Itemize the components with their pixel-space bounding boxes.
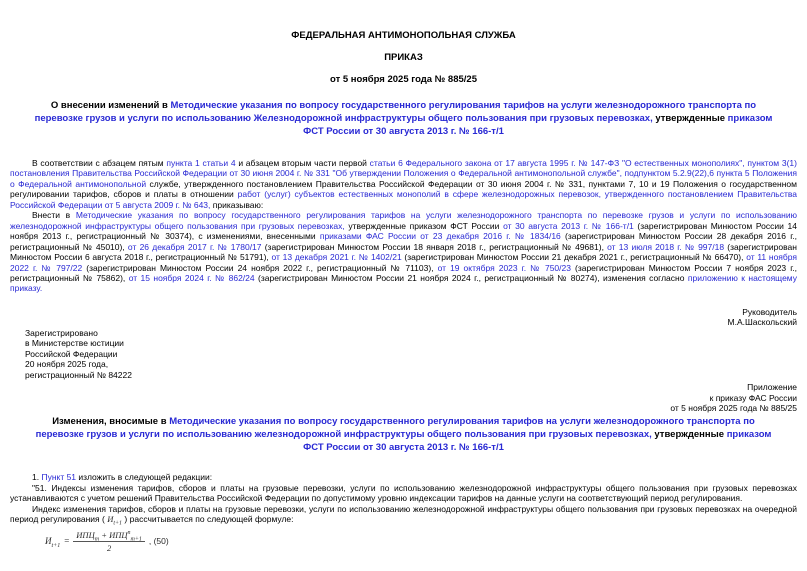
doc-link[interactable]: Методические указания по вопросу государственного регулирования тарифов на услуги железнодорожного транспорта по перевозке грузов и услуги по использованию железнодорожной инфраструктуры общего пользования при грузовых перевозках, bbox=[10, 210, 797, 231]
clause-51-paragraph bbox=[10, 483, 797, 504]
text-run: службе, утвержденного постановлением Правительства Российской Федерации от 30 июня 2004 г. № 331, пунктами 7, 10 и 19 Положения о государственном регулировании тарифов, сборов и платы в отношении bbox=[10, 178, 797, 200]
doc-link[interactable]: пункта 1 статьи 4 bbox=[166, 158, 236, 168]
doc-link[interactable]: от 30 августа 2013 г. № 166-т/1 bbox=[503, 220, 634, 231]
text-run: "51. Индексы изменения тарифов, сборов и платы на грузовые перевозки, услуги по использованию железнодорожной инфраструктуры общего пользования при грузовых перевозках устанавливаются с учетом решений Правительства Российской Федерации по допустимому уровню индексации тарифов на данные услуги на соответствующий период регулирования. bbox=[10, 482, 797, 504]
text-run: И bbox=[107, 514, 114, 525]
appendix-ref-line: Приложение bbox=[747, 382, 797, 393]
cpi-term-2: ИПЦ bbox=[109, 529, 128, 540]
cpi-term-1-subscript: т bbox=[94, 536, 100, 543]
amendment-paragraph bbox=[10, 210, 797, 294]
doc-link[interactable]: Методические указания по вопросу государственного регулирования тарифов на услуги железнодорожного транспорта по перевозке грузов и услуги по использованию Железнодорожной инфраструктуры общего пользования при грузовых перевозках, bbox=[34, 100, 757, 124]
text-run: В соответствии с абзацем пятым bbox=[32, 158, 167, 168]
doc-date-number: от 5 ноября 2025 года № 885/25 bbox=[330, 74, 477, 85]
text-run: изложить в следующей редакции: bbox=[76, 472, 213, 483]
doc-link[interactable]: Пункт 51 bbox=[41, 472, 77, 483]
text-run: (зарегистрирован Минюстом России 28 декабря 2016 г., регистрационный № 45010), bbox=[10, 231, 797, 252]
doc-link[interactable]: от 13 декабря 2021 г. № 1402/21 bbox=[271, 252, 402, 263]
registration-line: 20 ноября 2025 года, bbox=[25, 359, 109, 370]
doc-link[interactable]: от 11 ноября 2022 г. № 797/22 bbox=[10, 252, 798, 273]
text-run: (зарегистрирован Минюстом России 24 ноября 2022 г., регистрационный № 71103), bbox=[82, 262, 438, 273]
appendix-title bbox=[30, 415, 777, 454]
text-run: О внесении изменений в bbox=[50, 100, 171, 111]
doc-link[interactable]: статьи 6 Федерального закона от 17 августа 1995 г. № 147-ФЗ "О естественных монополиях", пунктом 3(1) постановления Правительства Российской Федерации от 30 июня 2004 г. № 331 "Об утверждении Положения о Федеральной антимонопольной службе", подпунктом 5.2.9(22),6 пункта 5 Положения о Федеральной антимонопольной bbox=[10, 158, 797, 189]
formula-50 bbox=[45, 530, 797, 553]
formula-number: , (50) bbox=[148, 536, 169, 547]
text-run: 1. bbox=[32, 472, 42, 483]
text-run: (зарегистрирован Минюстом России 6 августа 2018 г., регистрационный № 51791), bbox=[10, 241, 797, 263]
text-run: утвержденные bbox=[651, 429, 727, 441]
text-run: t+1 bbox=[113, 520, 123, 527]
doc-type: ПРИКАЗ bbox=[384, 52, 423, 63]
registration-block bbox=[25, 328, 797, 380]
order-title bbox=[30, 99, 777, 138]
formula-lhs-symbol: И bbox=[45, 536, 52, 547]
formula-numerator bbox=[73, 530, 145, 542]
text-run: (зарегистрирован Минюстом России 18 января 2018 г., регистрационный № 49681), bbox=[261, 241, 608, 252]
appendix-ref-line: от 5 ноября 2025 года № 885/25 bbox=[670, 402, 797, 413]
formula-denominator: 2 bbox=[106, 542, 112, 553]
item-1-paragraph bbox=[10, 472, 797, 482]
text-run: ) рассчитывается по следующей формуле: bbox=[122, 514, 294, 525]
doc-link[interactable]: приказом ФСТ России от 30 августа 2013 г. № 166-т/1 bbox=[303, 429, 772, 454]
plus-sign: + bbox=[99, 529, 110, 540]
registration-line: Российской Федерации bbox=[25, 348, 118, 359]
doc-link[interactable]: приказом ФСТ России от 30 августа 2013 г. № 166-т/1 bbox=[303, 113, 773, 137]
text-run: Изменения, вносимые в bbox=[52, 416, 170, 428]
text-run: (зарегистрирован Минюстом России 21 декабря 2021 г., регистрационный № 66470), bbox=[401, 252, 747, 263]
appendix-ref-line: к приказу ФАС России bbox=[709, 392, 797, 403]
equals-sign: = bbox=[64, 536, 70, 547]
doc-link[interactable]: от 19 октября 2023 г. № 750/23 bbox=[437, 262, 571, 273]
registration-line: регистрационный № 84222 bbox=[25, 369, 132, 380]
signature-block bbox=[10, 307, 797, 328]
text-run: (зарегистрирован Минюстом России 14 ноября 2013 г., регистрационный № 30374), с изменениями, внесенными bbox=[10, 220, 797, 242]
text-run: утвержденные приказом ФСТ России bbox=[344, 220, 504, 231]
registration-line: Зарегистрировано bbox=[25, 327, 98, 338]
registration-line: в Министерстве юстиции bbox=[25, 338, 124, 349]
formula-lhs bbox=[45, 536, 70, 549]
doc-link[interactable]: Методические указания по вопросу государственного регулирования тарифов на услуги железнодорожного транспорта по перевозке грузов и услуги по использованию железнодорожной инфраструктуры общего пользования при грузовых перевозках, bbox=[35, 416, 755, 441]
appendix-ref-block bbox=[10, 382, 797, 413]
doc-link[interactable]: от 13 июля 2018 г. № 997/18 bbox=[607, 241, 725, 252]
preamble-paragraph bbox=[10, 158, 797, 210]
text-run: (зарегистрирован Минюстом России 7 ноября 2023 г., регистрационный № 75862), bbox=[10, 262, 797, 283]
index-definition-paragraph bbox=[10, 504, 797, 525]
text-run: Индекс изменения тарифов, сборов и платы на грузовые перевозки, услуги по использованию железнодорожной инфраструктуры общего пользования при грузовых перевозках на очередной период регулирования ( bbox=[10, 503, 797, 525]
text-run: утвержденные bbox=[652, 113, 728, 124]
doc-link[interactable]: от 15 ноября 2024 г. № 862/24 bbox=[128, 272, 255, 283]
doc-link[interactable]: приложению к настоящему приказу. bbox=[10, 272, 797, 294]
text-run: приказываю: bbox=[210, 199, 264, 210]
signer-name: М.А.Шаскольский bbox=[727, 317, 797, 328]
doc-link[interactable]: работ (услуг) субъектов естественных монополий в сфере железнодорожных перевозок, утвержденного постановлением Правительства Российской Федерации от 5 августа 2009 г. № 643, bbox=[10, 189, 797, 210]
doc-link[interactable]: от 26 декабря 2017 г. № 1780/17 bbox=[127, 241, 262, 252]
doc-link[interactable]: приказами ФАС России от 23 декабря 2016 г. № 1834/16 bbox=[319, 231, 561, 242]
text-run: Внести в bbox=[32, 210, 76, 221]
text-run: (зарегистрирован Минюстом России 21 ноября 2024 г., регистрационный № 80274), изменения согласно bbox=[254, 272, 688, 283]
cpi-term-1: ИПЦ bbox=[76, 529, 95, 540]
formula-fraction bbox=[73, 530, 145, 553]
signer-position: Руководитель bbox=[742, 306, 797, 317]
cpi-term-2-superscript: п bbox=[127, 529, 131, 536]
agency-name: ФЕДЕРАЛЬНАЯ АНТИМОНОПОЛЬНАЯ СЛУЖБА bbox=[291, 30, 516, 41]
cpi-term-2-subscript: т+1 bbox=[130, 536, 142, 543]
formula-lhs-subscript: t+1 bbox=[51, 542, 61, 549]
text-run: и абзацем вторым части первой bbox=[235, 158, 370, 168]
